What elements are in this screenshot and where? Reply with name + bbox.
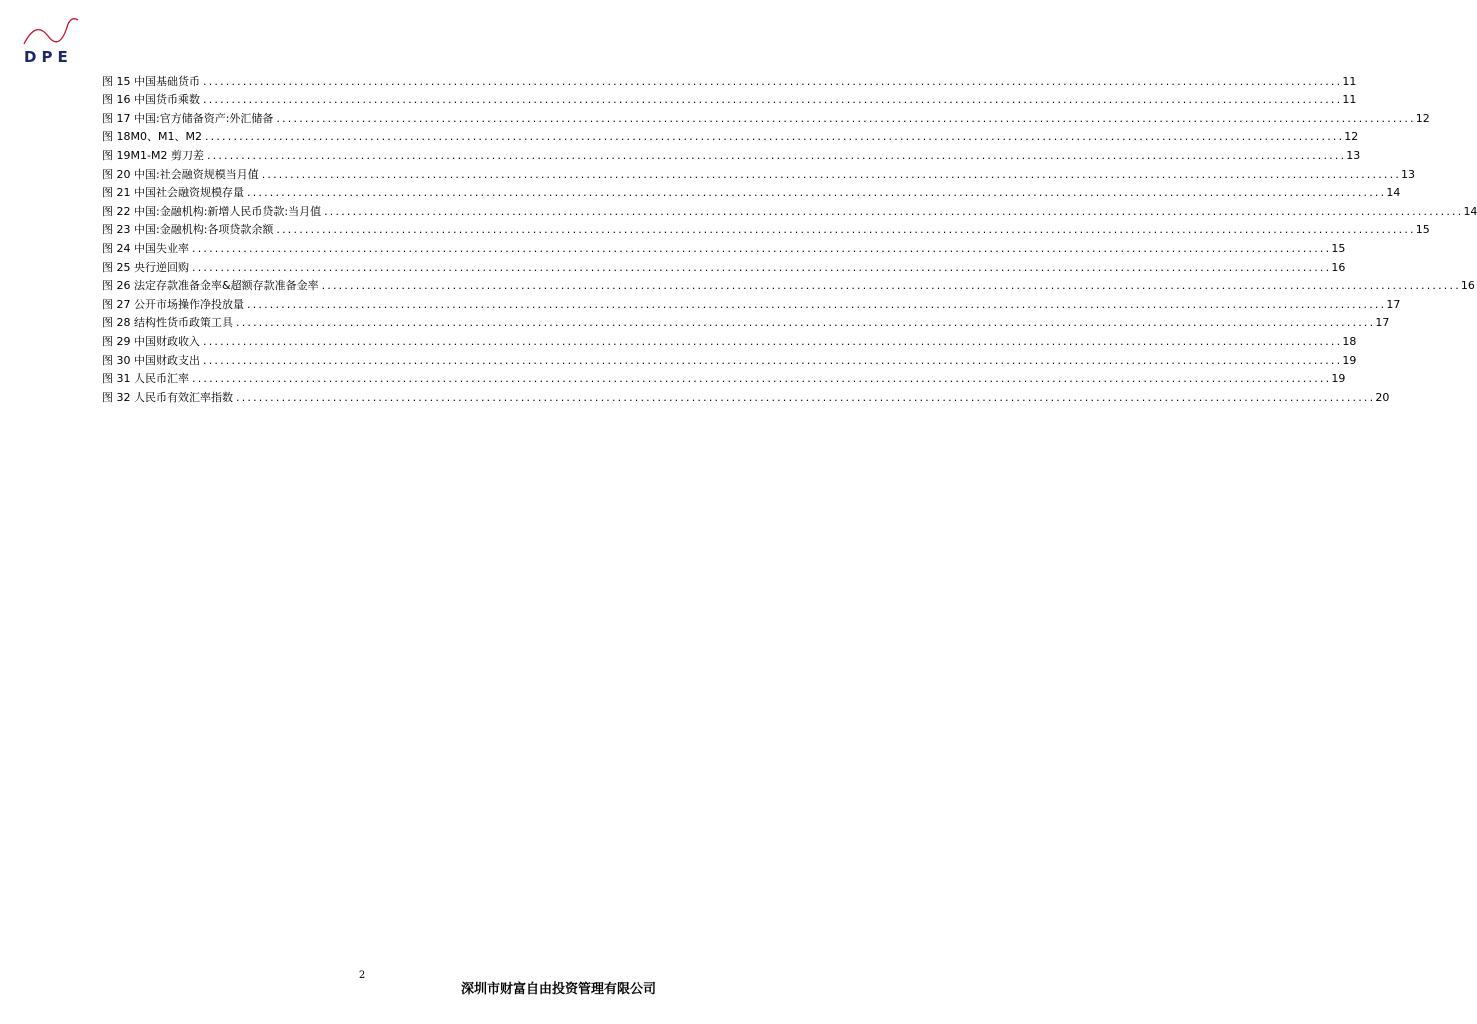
toc-entry[interactable] [102, 163, 1416, 182]
toc-entry[interactable] [102, 237, 1346, 256]
toc-dot-leader: ........................................................................................................................................................................................................ [204, 130, 1345, 144]
toc-entry-page: 19 [1331, 372, 1346, 386]
toc-entry-page: 16 [1331, 260, 1346, 274]
toc-entry-page: 13 [1401, 167, 1416, 181]
toc-dot-leader: ........................................................................................................................................................................................................ [203, 353, 1343, 367]
toc-entry[interactable] [102, 275, 1475, 294]
toc-dot-leader: ........................................................................................................................................................................................................ [276, 223, 1416, 237]
toc-dot-leader: ........................................................................................................................................................................................................ [192, 372, 1332, 386]
toc-entry[interactable] [102, 70, 1357, 89]
toc-dot-leader: ........................................................................................................................................................................................................ [236, 316, 1376, 330]
toc-dot-leader: ........................................................................................................................................................................................................ [321, 279, 1461, 293]
toc-entry-page: 11 [1342, 93, 1357, 107]
toc-entry-page: 13 [1346, 148, 1361, 162]
toc-entry-label: 图 21 中国社会融资规模存量 [102, 186, 244, 200]
toc-entry[interactable] [102, 386, 1390, 405]
toc-entry[interactable] [102, 89, 1357, 108]
toc-dot-leader: ........................................................................................................................................................................................................ [203, 74, 1343, 88]
toc-entry-page: 17 [1386, 297, 1401, 311]
toc-entry[interactable] [102, 200, 1477, 219]
toc-entry[interactable] [102, 126, 1359, 145]
toc-entry-page: 15 [1415, 223, 1430, 237]
logo-mark-icon [22, 14, 82, 48]
toc-dot-leader: ........................................................................................................................................................................................................ [203, 334, 1343, 348]
toc-dot-leader: ........................................................................................................................................................................................................ [247, 186, 1387, 200]
toc-dot-leader: ........................................................................................................................................................................................................ [276, 111, 1416, 125]
toc-entry-label: 图 22 中国:金融机构:新增人民币贷款:当月值 [102, 204, 322, 218]
toc-dot-leader: ........................................................................................................................................................................................................ [324, 204, 1464, 218]
toc-entry-page: 14 [1463, 204, 1477, 218]
toc-dot-leader: ........................................................................................................................................................................................................ [192, 241, 1332, 255]
toc-entry-label: 图 24 中国失业率 [102, 241, 189, 255]
toc-entry[interactable] [102, 330, 1357, 349]
toc-entry-page: 11 [1342, 74, 1357, 88]
toc-entry-label: 图 15 中国基础货币 [102, 74, 200, 88]
toc-dot-leader: ........................................................................................................................................................................................................ [247, 297, 1387, 311]
toc-entry[interactable] [102, 293, 1401, 312]
toc-entry[interactable] [102, 182, 1401, 201]
toc-entry-page: 18 [1342, 334, 1357, 348]
toc-entry-label: 图 30 中国财政支出 [102, 353, 200, 367]
toc-entry-label: 图 32 人民币有效汇率指数 [102, 390, 233, 404]
toc-entry-label: 图 23 中国:金融机构:各项贷款余额 [102, 223, 274, 237]
toc-entry-page: 16 [1460, 279, 1475, 293]
toc-entry-label: 图 16 中国货币乘数 [102, 93, 200, 107]
toc-entry[interactable] [102, 312, 1390, 331]
company-name: 深圳市财富自由投资管理有限公司 [460, 982, 656, 997]
toc-entry-label: 图 29 中国财政收入 [102, 334, 200, 348]
toc-dot-leader: ........................................................................................................................................................................................................ [261, 167, 1402, 181]
table-of-figures [102, 70, 1477, 405]
toc-entry[interactable] [102, 107, 1430, 126]
toc-entry-label: 图 25 央行逆回购 [102, 260, 189, 274]
toc-dot-leader: ........................................................................................................................................................................................................ [206, 148, 1347, 162]
toc-entry-label: 图 28 结构性货币政策工具 [102, 316, 233, 330]
toc-entry-label: 图 31 人民币汇率 [102, 372, 189, 386]
toc-entry-page: 19 [1342, 353, 1357, 367]
toc-entry-label: 图 18M0、M1、M2 [102, 130, 202, 144]
toc-entry-page: 15 [1331, 241, 1346, 255]
toc-dot-leader: ........................................................................................................................................................................................................ [192, 260, 1332, 274]
toc-entry[interactable] [102, 349, 1357, 368]
toc-entry-page: 14 [1386, 186, 1401, 200]
toc-entry-label: 图 20 中国:社会融资规模当月值 [102, 167, 259, 181]
toc-entry[interactable] [102, 368, 1346, 387]
logo-text: DPE [24, 48, 73, 66]
dpe-logo [22, 14, 82, 64]
toc-entry[interactable] [102, 144, 1361, 163]
toc-dot-leader: ........................................................................................................................................................................................................ [236, 390, 1376, 404]
toc-entry-page: 12 [1344, 130, 1359, 144]
toc-entry-label: 图 26 法定存款准备金率&超额存款准备金率 [102, 279, 319, 293]
toc-dot-leader: ........................................................................................................................................................................................................ [203, 93, 1343, 107]
page-number: 2 [358, 970, 366, 981]
toc-entry[interactable] [102, 256, 1346, 275]
toc-entry-label: 图 17 中国:官方储备资产:外汇储备 [102, 111, 274, 125]
toc-entry-label: 图 27 公开市场操作净投放量 [102, 297, 244, 311]
toc-entry-page: 12 [1415, 111, 1430, 125]
toc-entry-page: 17 [1375, 316, 1390, 330]
toc-entry-page: 20 [1375, 390, 1390, 404]
toc-entry-label: 图 19M1-M2 剪刀差 [102, 148, 204, 162]
toc-entry[interactable] [102, 219, 1430, 238]
